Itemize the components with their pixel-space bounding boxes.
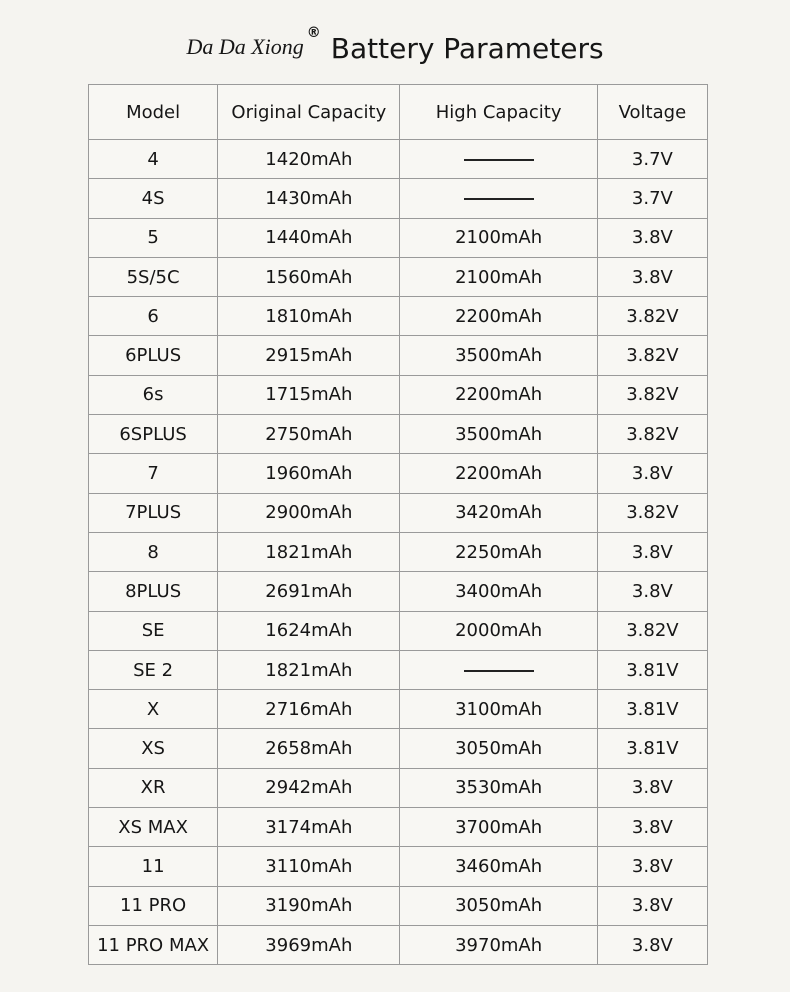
cell-model: 4S xyxy=(89,179,218,218)
table-row xyxy=(89,768,708,807)
cell-voltage: 3.8V xyxy=(597,925,707,964)
cell-high-capacity: 3500mAh xyxy=(400,415,597,454)
cell-model: 8 xyxy=(89,532,218,571)
cell-voltage: 3.81V xyxy=(597,729,707,768)
table-row xyxy=(89,847,708,886)
cell-model: X xyxy=(89,690,218,729)
table-row xyxy=(89,611,708,650)
cell-model: 7PLUS xyxy=(89,493,218,532)
cell-original-capacity: 1810mAh xyxy=(218,297,400,336)
cell-voltage: 3.8V xyxy=(597,257,707,296)
cell-high-capacity: 2200mAh xyxy=(400,375,597,414)
cell-voltage: 3.8V xyxy=(597,454,707,493)
table-row xyxy=(89,297,708,336)
cell-original-capacity: 1430mAh xyxy=(218,179,400,218)
cell-original-capacity: 1960mAh xyxy=(218,454,400,493)
cell-original-capacity: 2716mAh xyxy=(218,690,400,729)
cell-high-capacity xyxy=(400,650,597,689)
cell-high-capacity: 2100mAh xyxy=(400,257,597,296)
cell-model: 6s xyxy=(89,375,218,414)
cell-voltage: 3.81V xyxy=(597,690,707,729)
cell-model: 11 PRO xyxy=(89,886,218,925)
cell-original-capacity: 2750mAh xyxy=(218,415,400,454)
cell-model: XS MAX xyxy=(89,808,218,847)
column-header-high-capacity: High Capacity xyxy=(400,85,597,140)
cell-voltage: 3.7V xyxy=(597,179,707,218)
cell-model: 5 xyxy=(89,218,218,257)
cell-high-capacity: 2200mAh xyxy=(400,454,597,493)
cell-voltage: 3.82V xyxy=(597,493,707,532)
table-row xyxy=(89,454,708,493)
registered-mark-icon: ® xyxy=(306,25,321,41)
cell-original-capacity: 2915mAh xyxy=(218,336,400,375)
cell-model: 11 PRO MAX xyxy=(89,925,218,964)
title-text: Battery Parameters xyxy=(330,32,604,65)
cell-model: 6 xyxy=(89,297,218,336)
table-row xyxy=(89,218,708,257)
table-row xyxy=(89,729,708,768)
cell-high-capacity: 3400mAh xyxy=(400,572,597,611)
cell-voltage: 3.82V xyxy=(597,611,707,650)
cell-high-capacity: 2000mAh xyxy=(400,611,597,650)
cell-model: 4 xyxy=(89,140,218,179)
cell-original-capacity: 1624mAh xyxy=(218,611,400,650)
table-row xyxy=(89,886,708,925)
not-available-dash-icon xyxy=(464,670,534,672)
table-row xyxy=(89,336,708,375)
cell-high-capacity: 3050mAh xyxy=(400,729,597,768)
page-title xyxy=(0,22,790,68)
cell-voltage: 3.81V xyxy=(597,650,707,689)
cell-high-capacity: 2250mAh xyxy=(400,532,597,571)
not-available-dash-icon xyxy=(464,198,534,200)
cell-model: 6SPLUS xyxy=(89,415,218,454)
table-row xyxy=(89,493,708,532)
table-row xyxy=(89,532,708,571)
table-row xyxy=(89,690,708,729)
not-available-dash-icon xyxy=(464,159,534,161)
cell-voltage: 3.82V xyxy=(597,336,707,375)
cell-model: 8PLUS xyxy=(89,572,218,611)
cell-model: 11 xyxy=(89,847,218,886)
cell-high-capacity: 3530mAh xyxy=(400,768,597,807)
cell-original-capacity: 1821mAh xyxy=(218,650,400,689)
brand-name: Da Da Xiong xyxy=(186,34,304,59)
cell-high-capacity: 3500mAh xyxy=(400,336,597,375)
cell-high-capacity: 3700mAh xyxy=(400,808,597,847)
table-row xyxy=(89,572,708,611)
cell-high-capacity: 3100mAh xyxy=(400,690,597,729)
table-row xyxy=(89,375,708,414)
cell-high-capacity: 2200mAh xyxy=(400,297,597,336)
column-header-voltage: Voltage xyxy=(597,85,707,140)
cell-original-capacity: 3110mAh xyxy=(218,847,400,886)
table-body xyxy=(89,140,708,965)
cell-original-capacity: 2691mAh xyxy=(218,572,400,611)
cell-voltage: 3.8V xyxy=(597,886,707,925)
column-header-model: Model xyxy=(89,85,218,140)
cell-high-capacity xyxy=(400,140,597,179)
cell-model: XS xyxy=(89,729,218,768)
cell-high-capacity: 3420mAh xyxy=(400,493,597,532)
cell-model: 5S/5C xyxy=(89,257,218,296)
cell-model: 6PLUS xyxy=(89,336,218,375)
cell-model: 7 xyxy=(89,454,218,493)
cell-high-capacity: 3460mAh xyxy=(400,847,597,886)
cell-original-capacity: 2900mAh xyxy=(218,493,400,532)
cell-voltage: 3.7V xyxy=(597,140,707,179)
cell-voltage: 3.82V xyxy=(597,415,707,454)
cell-model: SE xyxy=(89,611,218,650)
table-row xyxy=(89,257,708,296)
table-row xyxy=(89,925,708,964)
cell-original-capacity: 3969mAh xyxy=(218,925,400,964)
cell-voltage: 3.8V xyxy=(597,218,707,257)
cell-high-capacity: 3050mAh xyxy=(400,886,597,925)
cell-original-capacity: 3174mAh xyxy=(218,808,400,847)
cell-model: XR xyxy=(89,768,218,807)
cell-model: SE 2 xyxy=(89,650,218,689)
cell-voltage: 3.8V xyxy=(597,532,707,571)
cell-original-capacity: 1715mAh xyxy=(218,375,400,414)
table-row xyxy=(89,650,708,689)
cell-voltage: 3.8V xyxy=(597,572,707,611)
cell-original-capacity: 2942mAh xyxy=(218,768,400,807)
cell-original-capacity: 3190mAh xyxy=(218,886,400,925)
cell-high-capacity: 2100mAh xyxy=(400,218,597,257)
table-row xyxy=(89,179,708,218)
cell-original-capacity: 1440mAh xyxy=(218,218,400,257)
cell-original-capacity: 1821mAh xyxy=(218,532,400,571)
table-header-row xyxy=(89,85,708,140)
table-row xyxy=(89,808,708,847)
cell-original-capacity: 1560mAh xyxy=(218,257,400,296)
cell-original-capacity: 2658mAh xyxy=(218,729,400,768)
cell-high-capacity xyxy=(400,179,597,218)
cell-voltage: 3.8V xyxy=(597,847,707,886)
cell-original-capacity: 1420mAh xyxy=(218,140,400,179)
cell-voltage: 3.82V xyxy=(597,297,707,336)
battery-parameters-table xyxy=(88,84,708,965)
cell-voltage: 3.8V xyxy=(597,808,707,847)
column-header-original-capacity: Original Capacity xyxy=(218,85,400,140)
cell-voltage: 3.82V xyxy=(597,375,707,414)
table-row xyxy=(89,140,708,179)
table-row xyxy=(89,415,708,454)
cell-high-capacity: 3970mAh xyxy=(400,925,597,964)
cell-voltage: 3.8V xyxy=(597,768,707,807)
